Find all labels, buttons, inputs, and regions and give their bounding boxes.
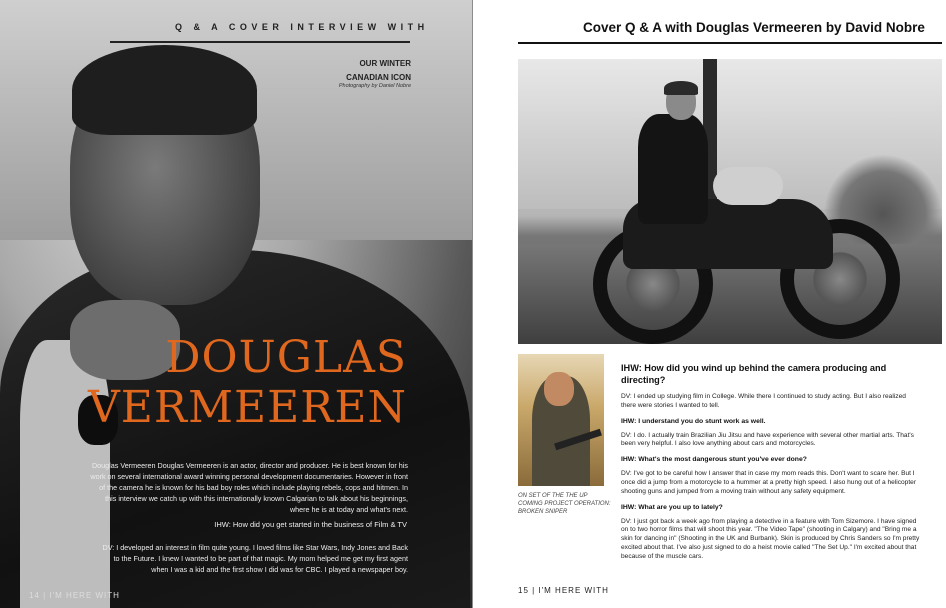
answer-3: DV: I've got to be careful how I answer that in case my mom reads this. Don't want to scare her. But I once did a jump from a motorcycle to a hummer at a pretty high speed. I also hung out of a helicopter shooting guns and jumped from a moving train without any safety equipment.: [621, 470, 917, 495]
question-1: IHW: How did you wind up behind the camera producing and directing?: [621, 363, 887, 385]
kicker-line-2: CANADIAN ICON: [346, 73, 411, 82]
right-page: [473, 0, 946, 608]
portrait-hand: [70, 300, 180, 380]
header-divider: [110, 41, 410, 43]
qa-column: [621, 362, 921, 568]
page-footer-right: 15 | I'M HERE WITH: [518, 586, 609, 595]
inset-caption: ON SET OF THE THE UP COMING PROJECT OPERATION: BROKEN SNIPER: [518, 493, 611, 515]
name-first: DOUGLAS: [165, 332, 407, 383]
motorcycle-photo: [518, 59, 942, 344]
section-header: Q & A COVER INTERVIEW WITH: [175, 22, 429, 32]
inset-face: [544, 372, 574, 406]
portrait-hair: [72, 45, 257, 135]
photo-credit: Photography by Daniel Nobre: [338, 83, 411, 89]
question-3: IHW: What's the most dangerous stunt you've ever done?: [621, 456, 807, 464]
name-last: VERMEEREN: [87, 382, 407, 433]
answer-1: DV: I ended up studying film in College. While there I continued to study acting. But I also realized there were stories I wanted to tell.: [621, 393, 906, 409]
motorcycle-tank: [713, 167, 783, 205]
question-4: IHW: What are you up to lately?: [621, 503, 723, 511]
question-film-tv: IHW: How did you get started in the business of Film & TV: [214, 520, 407, 529]
question-2: IHW: I understand you do stunt work as well.: [621, 417, 766, 425]
answer-2: DV: I do. I actually train Brazilian Jiu Jitsu and have experience with several other martial arts. That's been very helpful. I also love anything about cars and motorcycles.: [621, 431, 914, 448]
title-divider: [518, 42, 942, 44]
page-footer-left: 14 | I'M HERE WITH: [29, 591, 120, 600]
answer-film-tv: DV: I developed an interest in film quite young. I loved films like Star Wars, Indy Jones and Back to the Future. I knew I wanted to be part of that magic. My mom helped me get my first agent when I was a kid and the first show I did was for CBC. I played a newspaper boy.: [102, 543, 408, 574]
page-title: Cover Q & A with Douglas Vermeeren by David Nobre: [583, 20, 925, 35]
rider-cap: [664, 81, 698, 95]
answer-4: DV: I just got back a week ago from playing a detective in a feature with Tom Sizemore. I have signed on to two horror films that will shoot this year. "The Video Tape" (shooting in Calgary) and "Bring me a skin for dancing in" (Shooting in the UK and Burbank). Skin is produced by Chris Sanders so I'm pretty excited about that. I've also just signed to do a heist movie called "The Set Up." I'm excited about that because of the muscle cars.: [621, 517, 920, 560]
inset-photo: [518, 354, 604, 486]
kicker: [346, 57, 411, 85]
rider-body: [638, 114, 708, 224]
kicker-line-1: OUR WINTER: [359, 59, 411, 68]
intro-paragraph: Douglas Vermeeren Douglas Vermeeren is an actor, director and producer. He is best known for his work on several international award winning personal development documentaries. However in front of the camera he is known for his bad boy roles which include playing rebels, cops and hitmen. In this interview we catch up with this internationally known Calgarian to talk about his beginnings, where he is at today and what's next.: [90, 461, 408, 514]
